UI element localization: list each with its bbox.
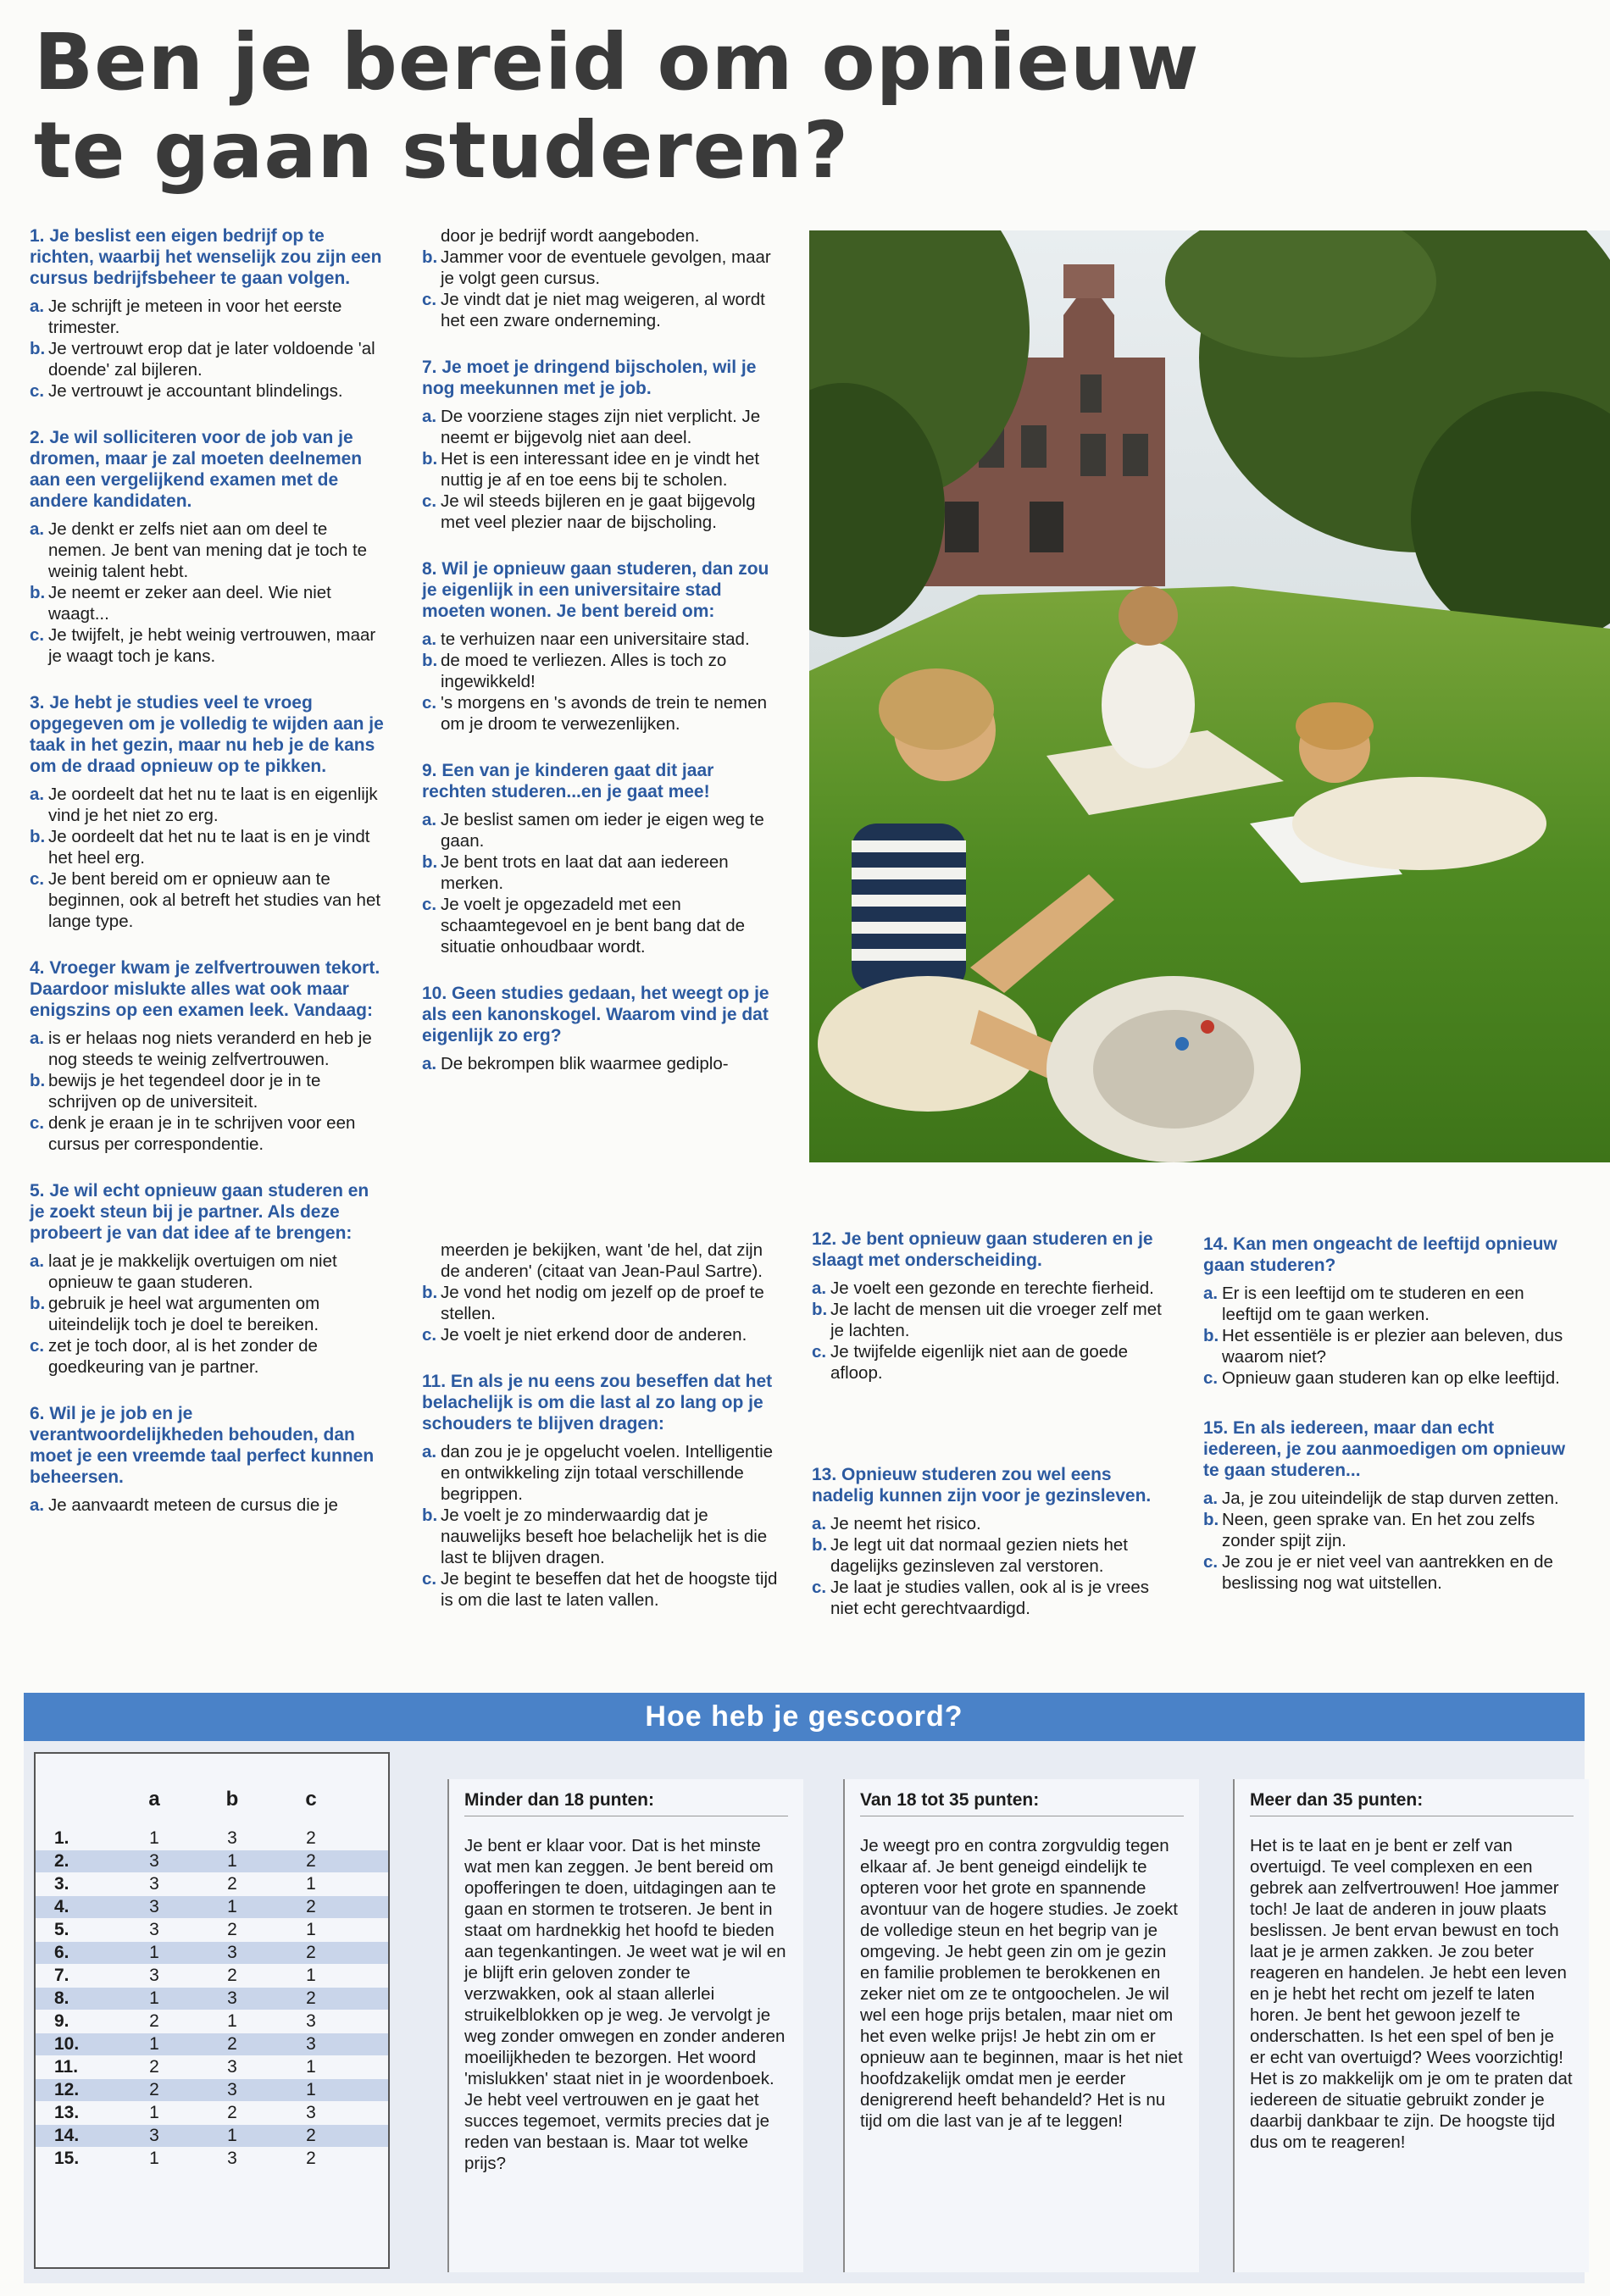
question-6-continued — [422, 225, 782, 331]
result-high-title: Meer dan 35 punten: — [1250, 1789, 1574, 1816]
question-text: 7. Je moet je dringend bijscholen, wil je nog meekunnen met je job. — [422, 358, 757, 398]
question-3 — [30, 692, 386, 932]
question-text: 1. Je beslist een eigen bedrijf op te richten, waarbij het wenselijk zou zijn een cursus bedrijfsbeheer te gaan volgen. — [30, 226, 382, 288]
questions-column-4 — [1203, 1234, 1568, 1619]
question-11 — [422, 1371, 782, 1611]
option-a: a. Je voelt een gezonde en terechte fierheid. — [812, 1278, 1154, 1298]
score-row-4: 4. 3 1 2 — [36, 1896, 388, 1918]
option-c: c. Je bent bereid om er opnieuw aan te beginnen, ook al betreft het studies van het lange type. — [30, 869, 381, 931]
question-8 — [422, 558, 782, 735]
question-text: 15. En als iedereen, maar dan echt iedereen, je zou aanmoedigen om opnieuw te gaan studeren... — [1203, 1418, 1566, 1480]
score-row-1: 1. 1 3 2 — [54, 1828, 316, 1848]
option-a: a. Je neemt het risico. — [812, 1514, 981, 1533]
question-text: 4. Vroeger kwam je zelfvertrouwen tekort. Daardoor mislukte alles wat ook maar enigszins op een examen leek. Vandaag: — [30, 958, 380, 1020]
question-text: 12. Je bent opnieuw gaan studeren en je slaagt met onderscheiding. — [812, 1229, 1153, 1270]
option-b: b. bewijs je het tegendeel door je in te schrijven op de universiteit. — [30, 1071, 321, 1112]
question-1 — [30, 225, 386, 402]
option-c: c. Je voelt je opgezadeld met een schaamtegevoel en je bent bang dat de situatie onhoudbaar wordt. — [422, 895, 746, 957]
score-row-10: 10. 1 2 3 — [36, 2033, 388, 2055]
option-c: c. Je begint te beseffen dat het de hoogste tijd is om die last te laten vallen. — [422, 1569, 778, 1610]
option-c: c. zet je toch door, al is het zonder de goedkeuring van je partner. — [30, 1336, 318, 1377]
question-text: 3. Je hebt je studies veel te vroeg opgegeven om je volledig te wijden aan je taak in het gezin, maar nu heb je de kans om de draad opnieuw op te pikken. — [30, 693, 384, 776]
question-10-continued — [422, 1240, 782, 1345]
questions-column-2-lower — [422, 1240, 782, 1636]
option-c: c. Opnieuw gaan studeren kan op elke leeftijd. — [1203, 1368, 1560, 1388]
option-b: b. de moed te verliezen. Alles is toch zo ingewikkeld! — [422, 651, 727, 691]
score-row-6: 6. 1 3 2 — [36, 1942, 388, 1964]
question-text: 13. Opnieuw studeren zou wel eens nadelig kunnen zijn voor je gezinsleven. — [812, 1465, 1152, 1506]
option-c: c. Je twijfelde eigenlijk niet aan de goede afloop. — [812, 1342, 1129, 1383]
option-c: c. Je zou je er niet veel van aantrekken en de beslissing nog wat uitstellen. — [1203, 1552, 1553, 1593]
score-row-12: 12. 2 3 1 — [36, 2079, 388, 2101]
option-c: c. Je wil steeds bijleren en je gaat bijgevolg met veel plezier naar de bijscholing. — [422, 491, 756, 532]
questions-column-3 — [812, 1228, 1172, 1644]
result-low-title: Minder dan 18 punten: — [464, 1789, 788, 1816]
questions-column-2 — [422, 225, 782, 1100]
option-b: b. Je voelt je zo minderwaardig dat je nauwelijks beseft hoe belachelijk het is die last te blijven dragen. — [422, 1506, 768, 1567]
questions-column-1 — [30, 225, 386, 1541]
option-b: b. Je bent trots en laat dat aan iedereen merken. — [422, 852, 729, 893]
header-a: a — [148, 1788, 160, 1811]
result-low-text: Je bent er klaar voor. Dat is het minste wat men kan zeggen. Je bent bereid om opofferingen te doen, uitdagingen aan te gaan en stormen te trotseren. Je bent in staat om hardnekkig het hoofd te bieden aan tegenkantingen. Je weet wat je wil en je blijft erin geloven zonder te verzwakken, ook al staan allerlei struikelblokken op je weg. Je vervolgt je weg zonder omwegen en zonder anderen moeilijkheden te bezorgen. Het woord 'mislukken' staat niet in je woordenboek. Je hebt veel vertrouwen en je gaat het succes tegemoet, vermits precies dat je reden van bestaan is. Maar tot welke prijs? — [464, 1836, 786, 2173]
option-a: a. Er is een leeftijd om te studeren en een leeftijd om te gaan werken. — [1203, 1284, 1524, 1324]
option-c: c. Je twijfelt, je hebt weinig vertrouwen, maar je waagt toch je kans. — [30, 625, 376, 666]
option-a: a. Je aanvaardt meteen de cursus die je — [30, 1495, 338, 1515]
result-high — [1233, 1779, 1589, 2272]
header-c: c — [305, 1788, 317, 1811]
question-text: 10. Geen studies gedaan, het weegt op je als een kanonskogel. Waarom vind je dat eigenlijk zo erg? — [422, 984, 769, 1045]
question-13 — [812, 1464, 1172, 1619]
score-row-2: 2. 3 1 2 — [36, 1850, 388, 1872]
score-row-3: 3. 3 2 1 — [54, 1874, 316, 1894]
option-b: b. Het is een interessant idee en je vindt het nuttig je af en toe eens bij te scholen. — [422, 449, 760, 490]
question-5 — [30, 1180, 386, 1378]
option-b: b. gebruik je heel wat argumenten om uiteindelijk toch je doel te bereiken. — [30, 1294, 320, 1334]
score-row-5: 5. 3 2 1 — [54, 1920, 316, 1939]
question-6 — [30, 1403, 386, 1516]
option-c: c. denk je eraan je in te schrijven voor een cursus per correspondentie. — [30, 1113, 356, 1154]
option-a: a. is er helaas nog niets veranderd en heb je nog steeds te weinig zelfvertrouwen. — [30, 1029, 372, 1069]
score-row-9: 9. 2 1 3 — [54, 2011, 316, 2031]
result-mid — [843, 1779, 1199, 2272]
option-b: b. Je vertrouwt erop dat je later voldoende 'al doende' zal bijleren. — [30, 339, 375, 380]
option-c: c. Je voelt je niet erkend door de anderen. — [422, 1325, 747, 1345]
students-on-lawn-photo — [809, 230, 1610, 1162]
option-a: a. Ja, je zou uiteindelijk de stap durven zetten. — [1203, 1489, 1559, 1508]
question-text: 2. Je wil solliciteren voor de job van je dromen, maar je zal moeten deelnemen aan een vergelijkend examen met de andere kandidaten. — [30, 428, 363, 511]
question-15 — [1203, 1417, 1568, 1594]
question-text: 9. Een van je kinderen gaat dit jaar rechten studeren...en je gaat mee! — [422, 761, 714, 801]
question-text: 11. En als je nu eens zou beseffen dat het belachelijk is om die last al zo lang op je schouders te blijven dragen: — [422, 1372, 773, 1434]
option-b: b. Je vond het nodig om jezelf op de proef te stellen. — [422, 1283, 764, 1323]
question-text: 14. Kan men ongeacht de leeftijd opnieuw gaan studeren? — [1203, 1234, 1557, 1275]
score-banner: Hoe heb je gescoord? — [24, 1693, 1585, 1741]
option-c: c. 's morgens en 's avonds de trein te nemen om je droom te verwezenlijken. — [422, 693, 768, 734]
option-c: c. Je vertrouwt je accountant blindelings. — [30, 381, 343, 401]
question-9 — [422, 760, 782, 957]
option-a: a. te verhuizen naar een universitaire stad. — [422, 629, 750, 649]
header-b: b — [225, 1788, 239, 1811]
result-high-text: Het is te laat en je bent er zelf van overtuigd. Te veel complexen en een gebrek aan zelfvertrouwen! Hoe jammer toch! Je laat de anderen in jouw plaats beslissen. Je bent ervan bewust en toch laat je je armen zakken. Je zou beter reageren en handelen. Je hebt een leven en je hebt het recht om jezelf te laten horen. Je bent het gewoon jezelf te onderschatten. Is het een spel of ben je er echt van overtuigd? Wees voorzichtig! Het is zo makkelijk om je om te praten dat iedereen de situatie gebruikt zonder je daarbij dankbaar te zijn. De hoogste tijd dus om te reageren! — [1250, 1836, 1573, 2152]
result-mid-text: Je weegt pro en contra zorgvuldig tegen elkaar af. Je bent geneigd eindelijk te opteren voor het grote en spannende avontuur van de hogere studies. Je zoekt de volledige steun en het begrip van je omgeving. Je hebt geen zin om je gezin en familie problemen te berokkenen en zeker niet om ze te ontgoochelen. Je wil wel een hoge prijs betalen, maar niet om het even welke prijs! Je hebt zin om er opnieuw aan te beginnen, maar is het niet hoofdzakelijk omdat men je eerder denigrerend heeft behandeld? Het is nu tijd om die last van je af te leggen! — [860, 1836, 1183, 2131]
question-2 — [30, 427, 386, 667]
option-a: a. Je denkt er zelfs niet aan om deel te nemen. Je bent van mening dat je toch te weinig talent hebt. — [30, 519, 368, 581]
question-text: 8. Wil je opnieuw gaan studeren, dan zou je eigenlijk in een universitaire stad moeten wonen. Je bent bereid om: — [422, 559, 769, 621]
question-4 — [30, 957, 386, 1155]
option-a: a. dan zou je je opgelucht voelen. Intelligentie en ontwikkeling zijn totaal verschillende begrippen. — [422, 1442, 774, 1504]
option-b: b. Jammer voor de eventuele gevolgen, maar je volgt geen cursus. — [422, 247, 771, 288]
option-b: b. Je oordeelt dat het nu te laat is en je vindt het heel erg. — [30, 827, 370, 868]
score-row-15: 15. 1 3 2 — [54, 2149, 316, 2168]
question-14 — [1203, 1234, 1568, 1389]
score-row-11: 11. 2 3 1 — [54, 2057, 316, 2077]
question-7 — [422, 357, 782, 533]
question-text: 6. Wil je je job en je verantwoordelijkheden behouden, dan moet je een vreemde taal perfect kunnen beheersen. — [30, 1404, 375, 1487]
page-title: Ben je bereid om opnieuw te gaan studeren? — [34, 17, 1200, 196]
option-a: a. laat je je makkelijk overtuigen om niet opnieuw te gaan studeren. — [30, 1251, 337, 1292]
question-12 — [812, 1228, 1172, 1384]
option-a: a. Je oordeelt dat het nu te laat is en eigenlijk vind je het niet zo erg. — [30, 785, 378, 825]
photo-illustration — [809, 230, 1610, 1162]
option-a: a. Je beslist samen om ieder je eigen weg te gaan. — [422, 810, 764, 851]
score-row-14: 14. 3 1 2 — [36, 2125, 388, 2147]
score-row-13: 13. 1 2 3 — [54, 2103, 316, 2122]
option-a-cont: meerden je bekijken, want 'de hel, dat zijn de anderen' (citaat van Jean-Paul Sartre). — [441, 1240, 763, 1281]
option-a: a. De voorziene stages zijn niet verplicht. Je neemt er bijgevolg niet aan deel. — [422, 407, 761, 447]
option-a: a. Je schrijft je meteen in voor het eerste trimester. — [30, 297, 342, 337]
option-b: b. Je lacht de mensen uit die vroeger zelf met je lachten. — [812, 1300, 1162, 1340]
option-b: b. Je legt uit dat normaal gezien niets het dagelijks gezinsleven zal verstoren. — [812, 1535, 1128, 1576]
score-row-8: 8. 1 3 2 — [36, 1988, 388, 2010]
option-b: b. Je neemt er zeker aan deel. Wie niet waagt... — [30, 583, 331, 624]
option-b: b. Het essentiële is er plezier aan beleven, dus waarom niet? — [1203, 1326, 1563, 1367]
result-low — [447, 1779, 803, 2272]
result-mid-title: Van 18 tot 35 punten: — [860, 1789, 1184, 1816]
option-a: a. De bekrompen blik waarmee gediplo- — [422, 1054, 729, 1073]
option-b: b. Neen, geen sprake van. En het zou zelfs zonder spijt zijn. — [1203, 1510, 1535, 1550]
question-10 — [422, 983, 782, 1074]
question-text: 5. Je wil echt opnieuw gaan studeren en je zoekt steun bij je partner. Als deze probeert je van dat idee af te brengen: — [30, 1181, 369, 1243]
option-c: c. Je laat je studies vallen, ook al is je vrees niet echt gerechtvaardigd. — [812, 1578, 1150, 1618]
option-c: c. Je vindt dat je niet mag weigeren, al wordt het een zware onderneming. — [422, 290, 765, 330]
score-row-7: 7. 3 2 1 — [54, 1966, 316, 1985]
option-a-cont: door je bedrijf wordt aangeboden. — [441, 226, 700, 246]
